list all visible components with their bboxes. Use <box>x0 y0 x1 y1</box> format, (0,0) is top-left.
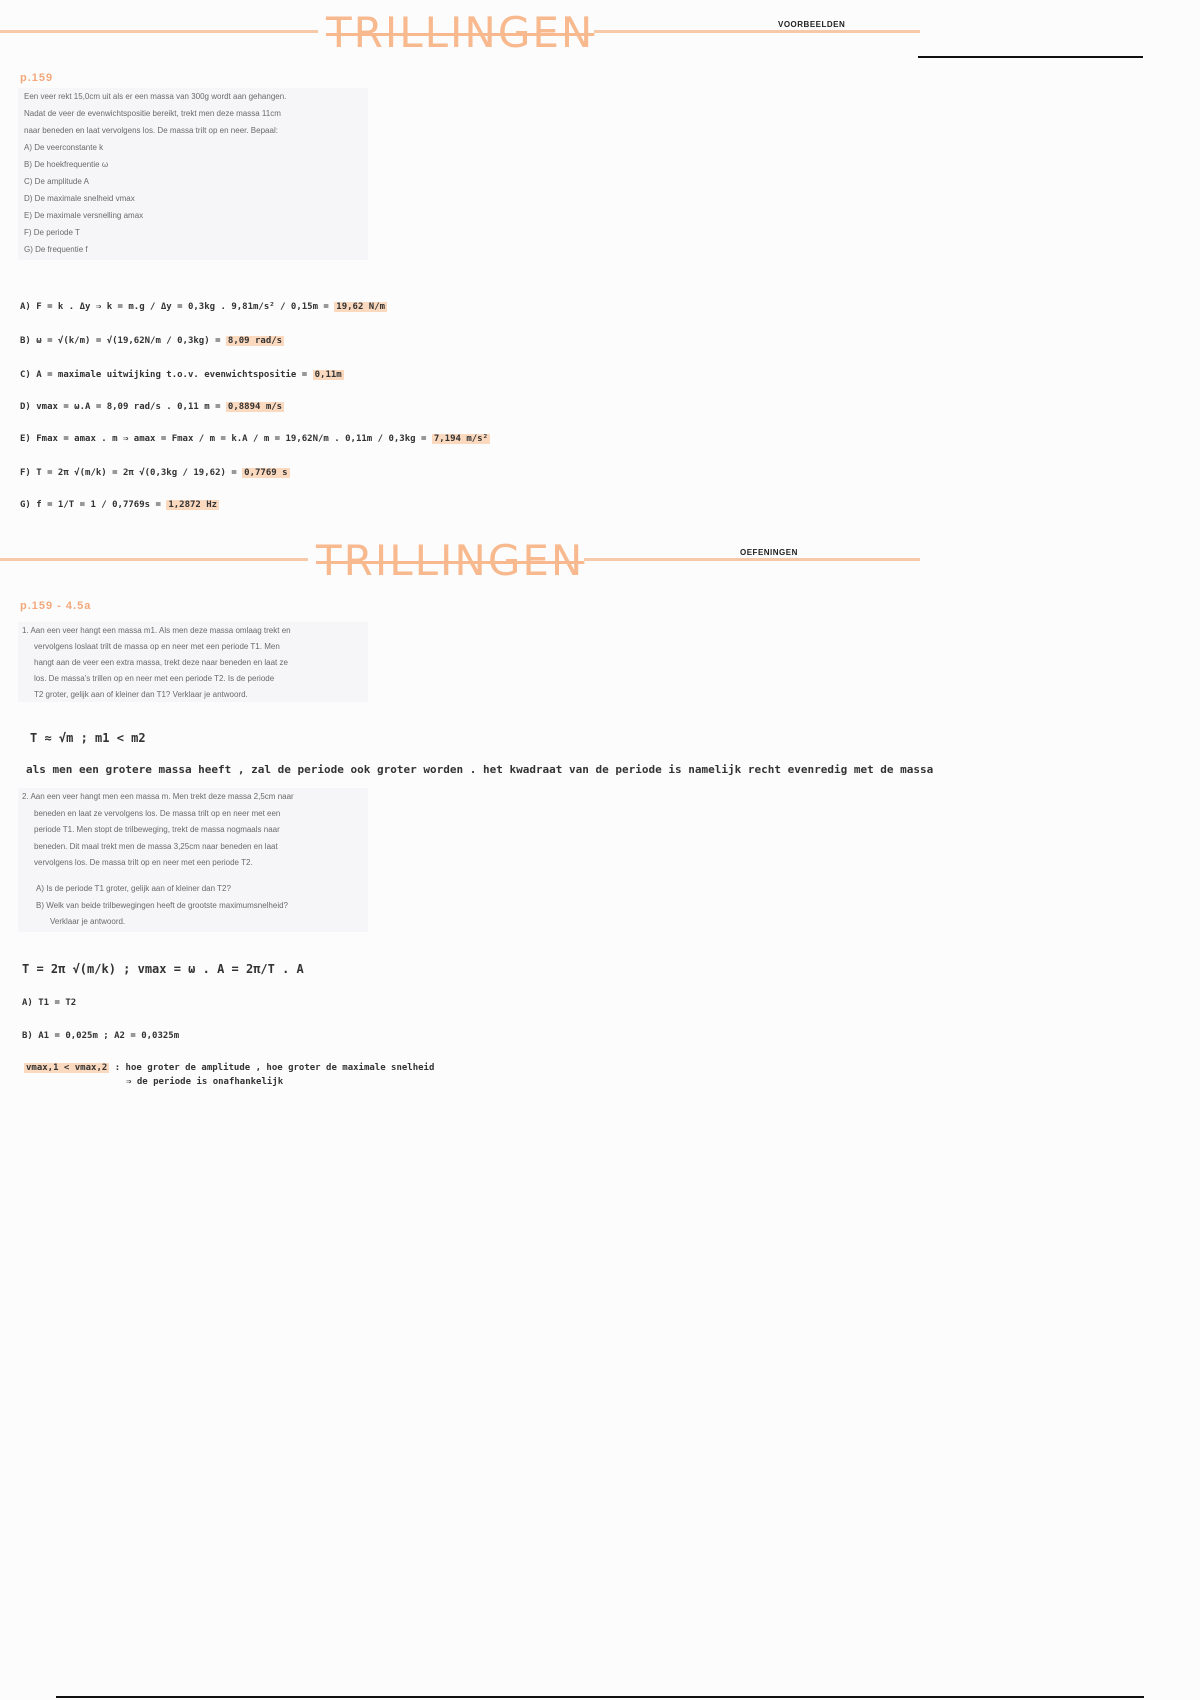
bottom-rule <box>56 1696 1144 1698</box>
answer-work: B) ω = √(k/m) = √(19,62N/m / 0,3kg) = <box>20 336 226 346</box>
page-reference-2: p.159 - 4.5a <box>20 600 92 612</box>
question2-line: beneden en laat ze vervolgens los. De massa trilt op en neer met een <box>34 808 281 818</box>
answer-work: G) f = 1/T = 1 / 0,7769s = <box>20 500 167 510</box>
answer-line <box>20 468 290 478</box>
answer-line <box>20 500 219 510</box>
answer-work: D) vmax = ω.A = 8,09 rad/s . 0,11 m = <box>20 402 226 412</box>
question2-formula: T = 2π √(m/k) ; vmax = ω . A = 2π/T . A <box>22 962 304 976</box>
question2-subquestion: B) Welk van beide trilbewegingen heeft de grootste maximumsnelheid? <box>36 901 288 910</box>
problem-line: B) De hoekfrequentie ω <box>24 160 109 169</box>
problem-line: G) De frequentie f <box>24 245 88 254</box>
section-tag-2: OEFENINGEN <box>740 548 798 557</box>
question2-subquestion: A) Is de periode T1 groter, gelijk aan of kleiner dan T2? <box>36 884 231 893</box>
answer-work: A) F = k . Δy ⇒ k = m.g / Δy = 0,3kg . 9,81m/s² / 0,15m = <box>20 302 335 312</box>
answer-work: C) A = maximale uitwijking t.o.v. evenwichtspositie = <box>20 370 313 380</box>
answer-result: 19,62 N/m <box>336 302 386 312</box>
problem-line: Een veer rekt 15,0cm uit als er een massa van 300g wordt aan gehangen. <box>24 92 287 101</box>
question1-line: vervolgens loslaat trilt de massa op en neer met een periode T1. Men <box>34 642 280 651</box>
problem-line: D) De maximale snelheid vmax <box>24 194 135 203</box>
problem-line: C) De amplitude A <box>24 177 89 186</box>
question2-answer-b: B) A1 = 0,025m ; A2 = 0,0325m <box>22 1031 180 1041</box>
section-tag: VOORBEELDEN <box>778 20 846 29</box>
answer-result: 8,09 rad/s <box>227 336 283 346</box>
question1-answer: als men een grotere massa heeft , zal de periode ook groter worden . het kwadraat van de periode is namelijk recht evenredig met de massa <box>26 763 934 776</box>
question2-conclusion-2: ⇒ de periode is onafhankelijk <box>126 1077 284 1087</box>
answer-line <box>20 434 490 444</box>
question2-line: periode T1. Men stopt de trilbeweging, trekt de massa nogmaals naar <box>34 825 280 834</box>
answer-result: 1,2872 Hz <box>168 500 218 510</box>
header-rule-right-2 <box>584 558 920 561</box>
answer-result: 0,8894 m/s <box>227 402 283 412</box>
top-right-rule <box>918 56 1143 58</box>
question2-conclusion <box>24 1063 434 1073</box>
problem-line: naar beneden en laat vervolgens los. De massa trilt op en neer. Bepaal: <box>24 126 278 135</box>
answer-result: 0,7769 s <box>244 468 288 478</box>
answer-result: 0,11m <box>314 370 342 380</box>
conclusion-highlight: vmax,1 < vmax,2 <box>26 1063 108 1073</box>
answer-line <box>20 302 387 312</box>
question2-subquestion: Verklaar je antwoord. <box>50 917 126 926</box>
header-rule-left-2 <box>0 558 308 561</box>
answer-work: E) Fmax = amax . m ⇒ amax = Fmax / m = k.A / m = 19,62N/m . 0,11m / 0,3kg = <box>20 434 432 444</box>
section-title-2: TRILLINGEN <box>316 536 585 585</box>
header-rule-right <box>594 30 920 33</box>
question1-line: T2 groter, gelijk aan of kleiner dan T1? Verklaar je antwoord. <box>34 690 248 699</box>
question1-line: hangt aan de veer een extra massa, trekt deze naar beneden en laat ze <box>34 658 288 667</box>
question2-line: 2. Aan een veer hangt men een massa m. Men trekt deze massa 2,5cm naar <box>22 792 294 801</box>
problem-line: Nadat de veer de evenwichtspositie bereikt, trekt men deze massa 11cm <box>24 109 281 118</box>
answer-work: F) T = 2π √(m/k) = 2π √(0,3kg / 19,62) = <box>20 468 243 478</box>
problem-line: A) De veerconstante k <box>24 143 104 152</box>
header-rule-left <box>0 30 318 33</box>
question2-line: beneden. Dit maal trekt men de massa 3,25cm naar beneden en laat <box>34 841 278 851</box>
question1-formula: T ≈ √m ; m1 < m2 <box>30 731 146 745</box>
problem-line: E) De maximale versnelling amax <box>24 211 144 220</box>
question2-line: vervolgens los. De massa trilt op en neer met een periode T2. <box>34 858 253 867</box>
answer-line <box>20 336 284 346</box>
page-reference: p.159 <box>20 72 54 84</box>
conclusion-text-1: : hoe groter de amplitude , hoe groter de maximale snelheid <box>114 1063 435 1073</box>
section-title: TRILLINGEN <box>326 8 595 57</box>
question1-line: 1. Aan een veer hangt een massa m1. Als men deze massa omlaag trekt en <box>22 626 291 635</box>
problem-line: F) De periode T <box>24 228 80 237</box>
question2-answer-a: A) T1 = T2 <box>22 998 77 1008</box>
answer-line <box>20 402 284 412</box>
question1-line: los. De massa's trillen op en neer met een periode T2. Is de periode <box>34 674 275 683</box>
answer-line <box>20 370 344 380</box>
answer-result: 7,194 m/s² <box>433 434 488 444</box>
